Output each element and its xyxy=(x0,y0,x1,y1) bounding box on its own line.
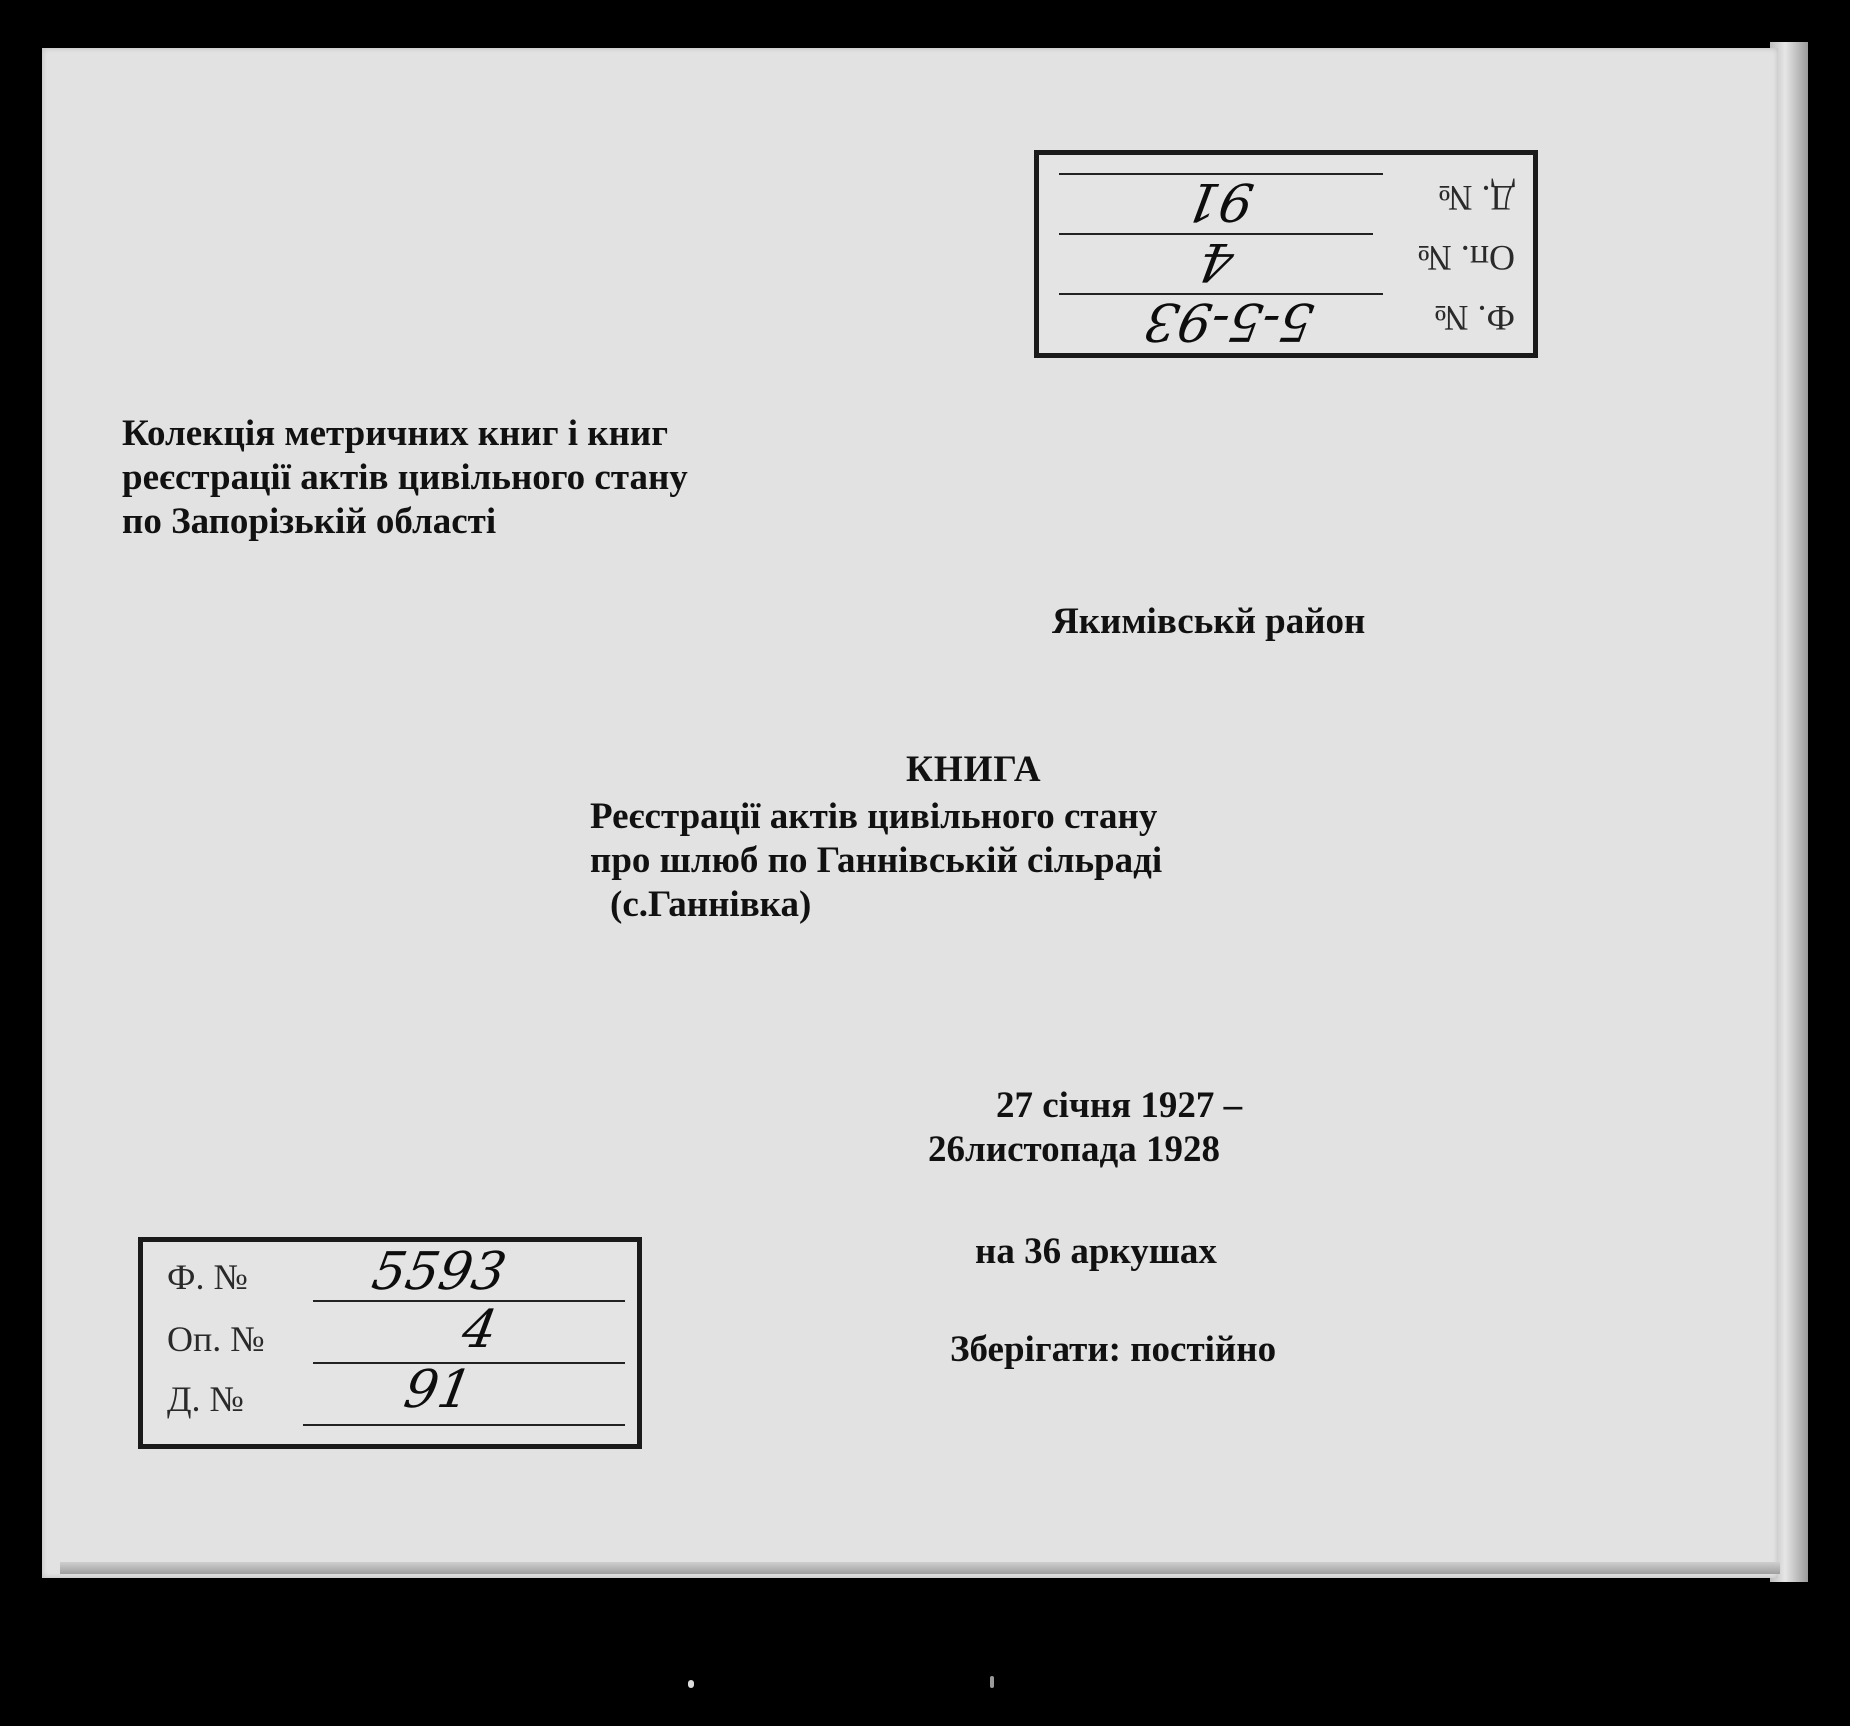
opys-label: Оп. № xyxy=(167,1319,265,1359)
stamp-row-fond xyxy=(1039,289,1533,351)
district-name: Якимівськй район xyxy=(1052,601,1366,642)
archive-stamp xyxy=(138,1237,642,1449)
collection-line-1: Колекція метричних книг і книг xyxy=(122,413,669,454)
storage-term: Зберігати: постійно xyxy=(950,1329,1277,1370)
stamp-row-sprava xyxy=(143,1360,637,1428)
opys-value: 4 xyxy=(1194,231,1239,291)
stamp-row-opys xyxy=(1039,229,1533,291)
book-line-3: (с.Ганнівка) xyxy=(610,884,812,925)
page-bottom-edge xyxy=(60,1562,1780,1574)
sprava-label: Д. № xyxy=(1438,178,1515,218)
fond-label: Ф. № xyxy=(167,1257,248,1297)
archive-stamp-inverted xyxy=(1034,150,1538,358)
date-to: 26листопада 1928 xyxy=(928,1129,1220,1170)
fond-value: 5593 xyxy=(367,1242,511,1302)
opys-label: Оп. № xyxy=(1417,238,1515,278)
scan-speck xyxy=(990,1676,994,1688)
stamp-row-opys xyxy=(143,1300,637,1368)
stamp-row-fond xyxy=(143,1242,637,1308)
book-description xyxy=(590,795,1162,927)
book-title: КНИГА xyxy=(906,749,1042,790)
opys-value: 4 xyxy=(457,1300,502,1360)
sprava-value: 91 xyxy=(1181,171,1259,231)
sprava-label: Д. № xyxy=(167,1379,244,1419)
book-line-1: Реєстрації актів цивільного стану xyxy=(590,796,1158,837)
collection-line-2: реєстрації актів цивільного стану xyxy=(122,457,688,498)
date-from: 27 січня 1927 – xyxy=(996,1085,1243,1126)
book-line-2: про шлюб по Ганнівській сільраді xyxy=(590,840,1163,881)
sheet-count: на 36 аркушах xyxy=(975,1231,1217,1272)
sprava-line xyxy=(303,1424,625,1426)
date-range xyxy=(928,1084,1242,1172)
collection-heading xyxy=(122,412,688,544)
stamp-row-sprava xyxy=(1039,169,1533,231)
scan-speck xyxy=(688,1680,694,1688)
fond-label: Ф. № xyxy=(1434,298,1515,338)
collection-line-3: по Запорізькій області xyxy=(122,501,497,542)
fond-value: 5-5-93 xyxy=(1140,291,1319,351)
sprava-value: 91 xyxy=(399,1360,477,1420)
